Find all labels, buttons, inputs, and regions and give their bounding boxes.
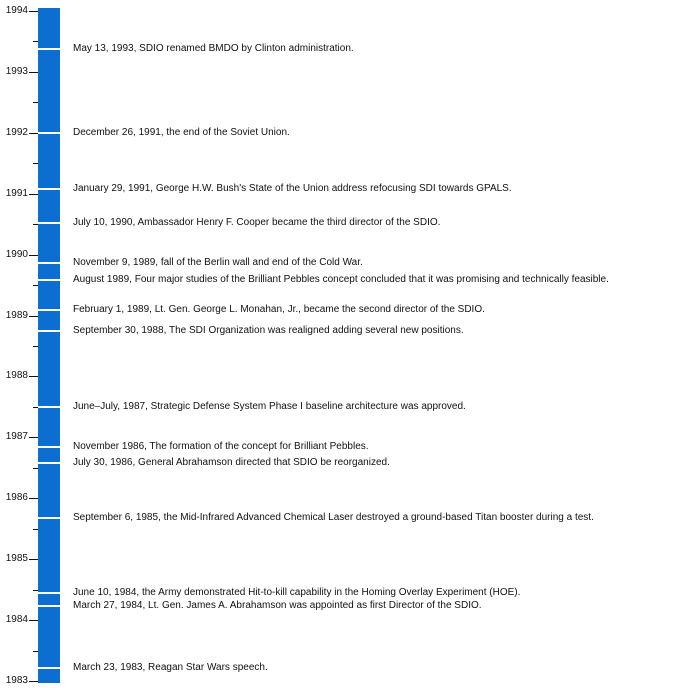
major-tick xyxy=(29,255,38,256)
year-label: 1984 xyxy=(5,614,28,626)
event-divider xyxy=(38,48,60,50)
major-tick xyxy=(29,316,38,317)
event-label: March 27, 1984, Lt. Gen. James A. Abrahamson was appointed as first Director of the SDIO. xyxy=(73,600,482,611)
minor-tick xyxy=(33,224,38,225)
minor-tick xyxy=(33,102,38,103)
event-label: December 26, 1991, the end of the Soviet Union. xyxy=(73,127,290,138)
event-divider xyxy=(38,462,60,464)
minor-tick xyxy=(33,468,38,469)
event-label: March 23, 1983, Reagan Star Wars speech. xyxy=(73,662,268,673)
year-label: 1992 xyxy=(5,126,28,138)
year-label: 1991 xyxy=(5,187,28,199)
event-divider xyxy=(38,605,60,607)
major-tick xyxy=(29,437,38,438)
event-divider xyxy=(38,667,60,669)
major-tick xyxy=(29,72,38,73)
major-tick xyxy=(29,11,38,12)
minor-tick xyxy=(33,163,38,164)
event-label: May 13, 1993, SDIO renamed BMDO by Clinton administration. xyxy=(73,43,354,54)
event-divider xyxy=(38,592,60,594)
event-divider xyxy=(38,517,60,519)
year-label: 1990 xyxy=(5,248,28,260)
event-divider xyxy=(38,262,60,264)
major-tick xyxy=(29,194,38,195)
year-label: 1986 xyxy=(5,492,28,504)
event-divider xyxy=(38,330,60,332)
event-label: January 29, 1991, George H.W. Bush's State of the Union address refocusing SDI towards GPALS. xyxy=(73,183,512,194)
event-label: February 1, 1989, Lt. Gen. George L. Monahan, Jr., became the second director of the SDIO. xyxy=(73,304,485,315)
minor-tick xyxy=(33,590,38,591)
event-label: July 30, 1986, General Abrahamson directed that SDIO be reorganized. xyxy=(73,457,390,468)
major-tick xyxy=(29,498,38,499)
major-tick xyxy=(29,559,38,560)
event-label: August 1989, Four major studies of the Brilliant Pebbles concept concluded that it was promising and technically feasible. xyxy=(73,274,609,285)
event-label: June 10, 1984, the Army demonstrated Hit-to-kill capability in the Homing Overlay Experiment (HOE). xyxy=(73,587,521,598)
event-label: November 1986, The formation of the concept for Brilliant Pebbles. xyxy=(73,441,369,452)
minor-tick xyxy=(33,346,38,347)
event-label: September 30, 1988, The SDI Organization was realigned adding several new positions. xyxy=(73,325,464,336)
major-tick xyxy=(29,681,38,682)
event-divider xyxy=(38,188,60,190)
event-divider xyxy=(38,279,60,281)
year-label: 1993 xyxy=(5,65,28,77)
event-divider xyxy=(38,222,60,224)
year-label: 1994 xyxy=(5,5,28,16)
event-divider xyxy=(38,132,60,134)
year-label: 1989 xyxy=(5,309,28,321)
minor-tick xyxy=(33,651,38,652)
year-label: 1983 xyxy=(5,675,28,686)
year-label: 1985 xyxy=(5,553,28,565)
year-label: 1988 xyxy=(5,370,28,382)
major-tick xyxy=(29,376,38,377)
major-tick xyxy=(29,133,38,134)
event-label: September 6, 1985, the Mid-Infrared Advanced Chemical Laser destroyed a ground-based Titan booster during a test. xyxy=(73,512,594,523)
event-label: July 10, 1990, Ambassador Henry F. Cooper became the third director of the SDIO. xyxy=(73,217,441,228)
event-divider xyxy=(38,309,60,311)
major-tick xyxy=(29,620,38,621)
event-divider xyxy=(38,406,60,408)
minor-tick xyxy=(33,41,38,42)
event-label: June–July, 1987, Strategic Defense System Phase I baseline architecture was approved. xyxy=(73,401,466,412)
event-divider xyxy=(38,446,60,448)
minor-tick xyxy=(33,529,38,530)
event-label: November 9, 1989, fall of the Berlin wall and end of the Cold War. xyxy=(73,257,363,268)
minor-tick xyxy=(33,285,38,286)
year-label: 1987 xyxy=(5,431,28,443)
timeline-bar xyxy=(38,8,60,683)
